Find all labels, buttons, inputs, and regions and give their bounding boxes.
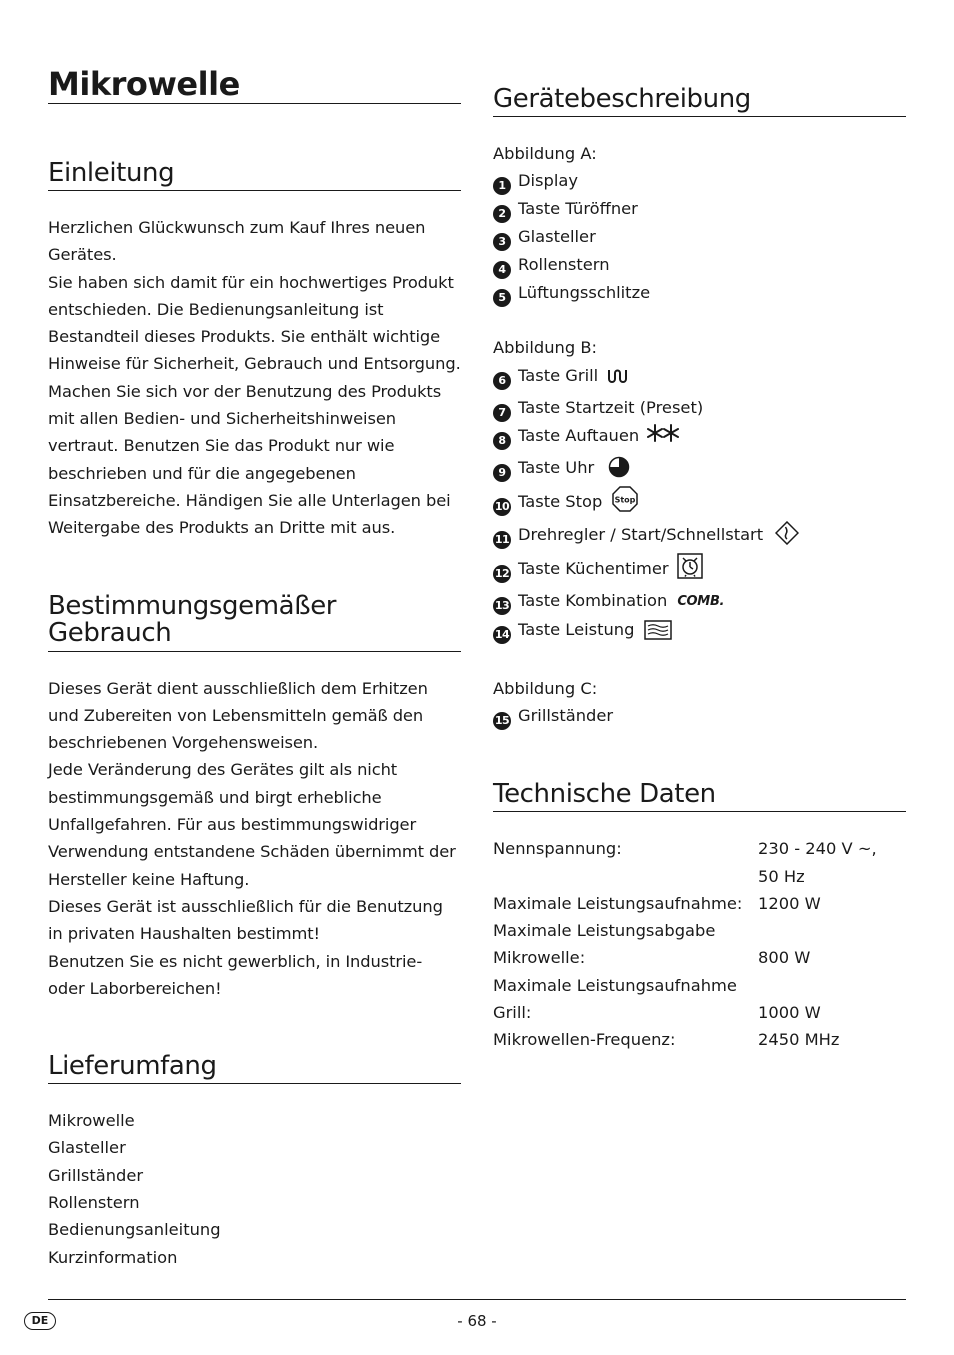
table-row [493,890,906,917]
table-cell-label: Grill: [493,1003,532,1023]
number-badge: 8 [493,432,511,450]
paragraph: Benutzen Sie es nicht gewerblich, in Industrie- oder Laborbereichen! [48,951,423,998]
item-label: Display [518,171,579,191]
table-row [493,1026,906,1053]
abbildung-b-list [493,334,906,648]
list-item [493,454,906,486]
item-label: Lüftungsschlitze [518,283,651,303]
item-label: Glasteller [518,227,596,247]
table-cell-label: Nennspannung: [493,839,622,859]
list-item [493,279,906,307]
number-badge: 10 [493,498,511,516]
number-badge: 6 [493,372,511,390]
number-badge: 2 [493,205,511,223]
number-badge: 7 [493,404,511,422]
table-cell-label: Mikrowellen-Frequenz: [493,1030,676,1050]
number-badge: 5 [493,289,511,307]
paragraph: Herzlichen Glückwunsch zum Kauf Ihres neuen Gerätes. [48,218,426,265]
technische-daten-heading: Technische Daten [493,781,906,812]
list-item [493,486,906,520]
item-label: Drehregler / Start/Schnellstart [518,524,764,544]
item-label: Taste Auftauen [518,425,640,445]
lieferumfang-heading: Lieferumfang [48,1053,461,1084]
table-row [493,863,906,890]
item-label: Rollenstern [518,255,610,275]
left-column [48,62,461,1271]
paragraph: Dieses Gerät ist ausschließlich für die Benutzung in privaten Haushalten bestimmt! [48,896,443,944]
table-cell-value [758,917,906,944]
number-badge: 14 [493,626,511,644]
item-label: Taste Türöffner [518,199,638,219]
number-badge: 1 [493,177,511,195]
item-label: Taste Stop [518,492,603,512]
item-label: Taste Küchentimer [518,559,669,579]
right-column [493,76,906,1054]
einleitung-heading: Einleitung [48,160,461,191]
table-row [493,999,906,1026]
list-item: Rollenstern [48,1193,140,1213]
table-cell-value: 800 W [758,948,811,968]
stop-icon [612,486,638,520]
list-item: Bedienungsanleitung [48,1220,221,1240]
list-item [493,616,906,648]
table-row [493,835,906,862]
page-title: Mikrowelle [48,62,461,104]
item-label: Taste Grill [518,365,599,385]
item-label: Taste Uhr [518,458,595,478]
list-item [493,702,906,730]
table-cell-label: Maximale Leistungsaufnahme [493,975,737,995]
einleitung-text [48,214,461,542]
paragraph: Sie haben sich damit für ein hochwertiges Produkt entschieden. Die Bedienungsanleitung ist Bestandteil dieses Produkts. Sie enthält wichtige Hinweise für Sicherheit, Gebrauch und Entsorgung. Machen Sie sich vor der Benutzung des Produkts mit allen Bedien- und Sicherheitshinweisen vertraut. Benutzen Sie das Produkt nur wie beschrieben und für die angegebenen Einsatzbereiche. Händigen Sie alle Unterlagen bei Weitergabe des Produkts an Dritte mit aus. [48,272,461,538]
table-cell-value: 230 - 240 V ~, [758,839,877,859]
paragraph: Jede Veränderung des Gerätes gilt als nicht bestimmungsgemäß und birgt erhebliche Unfallgefahren. Für aus bestimmungswidriger Verwendung entstandene Schäden übernimmt der Hersteller keine Haftung. [48,760,456,889]
abbildung-a-list [493,140,906,307]
abbildung-label: Abbildung B: [493,338,597,358]
list-item [493,422,906,454]
list-item [493,553,906,587]
table-cell-label: Maximale Leistungsabgabe [493,921,716,941]
gebrauch-heading-line1: Bestimmungsgemäßer [48,590,337,621]
item-label: Taste Startzeit (Preset) [518,397,704,417]
list-item: Kurzinformation [48,1247,178,1267]
combination-icon: COMB. [677,594,725,610]
technische-daten-table [493,835,906,1053]
table-cell-value: 2450 MHz [758,1030,840,1050]
abbildung-c-list [493,675,906,730]
list-item: Mikrowelle [48,1111,135,1131]
language-badge: DE [24,1312,56,1330]
list-item: Grillständer [48,1165,144,1185]
table-cell-value [758,972,906,999]
table-cell-value: 1000 W [758,1003,821,1023]
number-badge: 15 [493,712,511,730]
list-item [493,251,906,279]
number-badge: 11 [493,531,511,549]
number-badge: 3 [493,233,511,251]
item-label: Taste Leistung [518,619,635,639]
number-badge: 13 [493,597,511,615]
list-item [493,223,906,251]
power-level-icon [644,620,672,648]
table-row [493,972,906,999]
paragraph: Dieses Gerät dient ausschließlich dem Erhitzen und Zubereiten von Lebensmitteln gemäß den beschriebenen Vorgehensweisen. [48,678,428,753]
list-item: Glasteller [48,1138,126,1158]
grill-icon [606,366,634,394]
stop-icon-text: Stop [614,495,636,505]
number-badge: 9 [493,464,511,482]
table-cell-value: 50 Hz [758,866,805,886]
lieferumfang-list [48,1107,461,1271]
list-item [493,195,906,223]
list-item [493,394,906,422]
table-row [493,917,906,944]
footer-divider [48,1299,906,1300]
clock-icon [608,456,630,486]
table-cell-label: Maximale Leistungsaufnahme: [493,893,743,913]
list-item [493,362,906,394]
number-badge: 4 [493,261,511,279]
kitchen-timer-icon [677,553,703,587]
defrost-icon [647,424,679,454]
page-number: - 68 - [457,1312,497,1330]
gebrauch-heading-line2: Gebrauch [48,617,172,648]
abbildung-label: Abbildung C: [493,678,598,698]
gebrauch-text [48,675,461,1003]
geraetebeschreibung-heading: Gerätebeschreibung [493,76,906,117]
list-item [493,587,906,615]
gebrauch-heading [48,590,461,652]
abbildung-label: Abbildung A: [493,144,597,163]
number-badge: 12 [493,565,511,583]
list-item [493,167,906,195]
table-row [493,944,906,971]
table-cell-value: 1200 W [758,893,821,913]
list-item [493,521,906,553]
table-cell-label [493,863,758,890]
item-label: Taste Kombination [518,591,668,611]
table-cell-label: Mikrowelle: [493,948,586,968]
start-diamond-icon [775,521,799,553]
item-label: Grillständer [518,706,614,726]
